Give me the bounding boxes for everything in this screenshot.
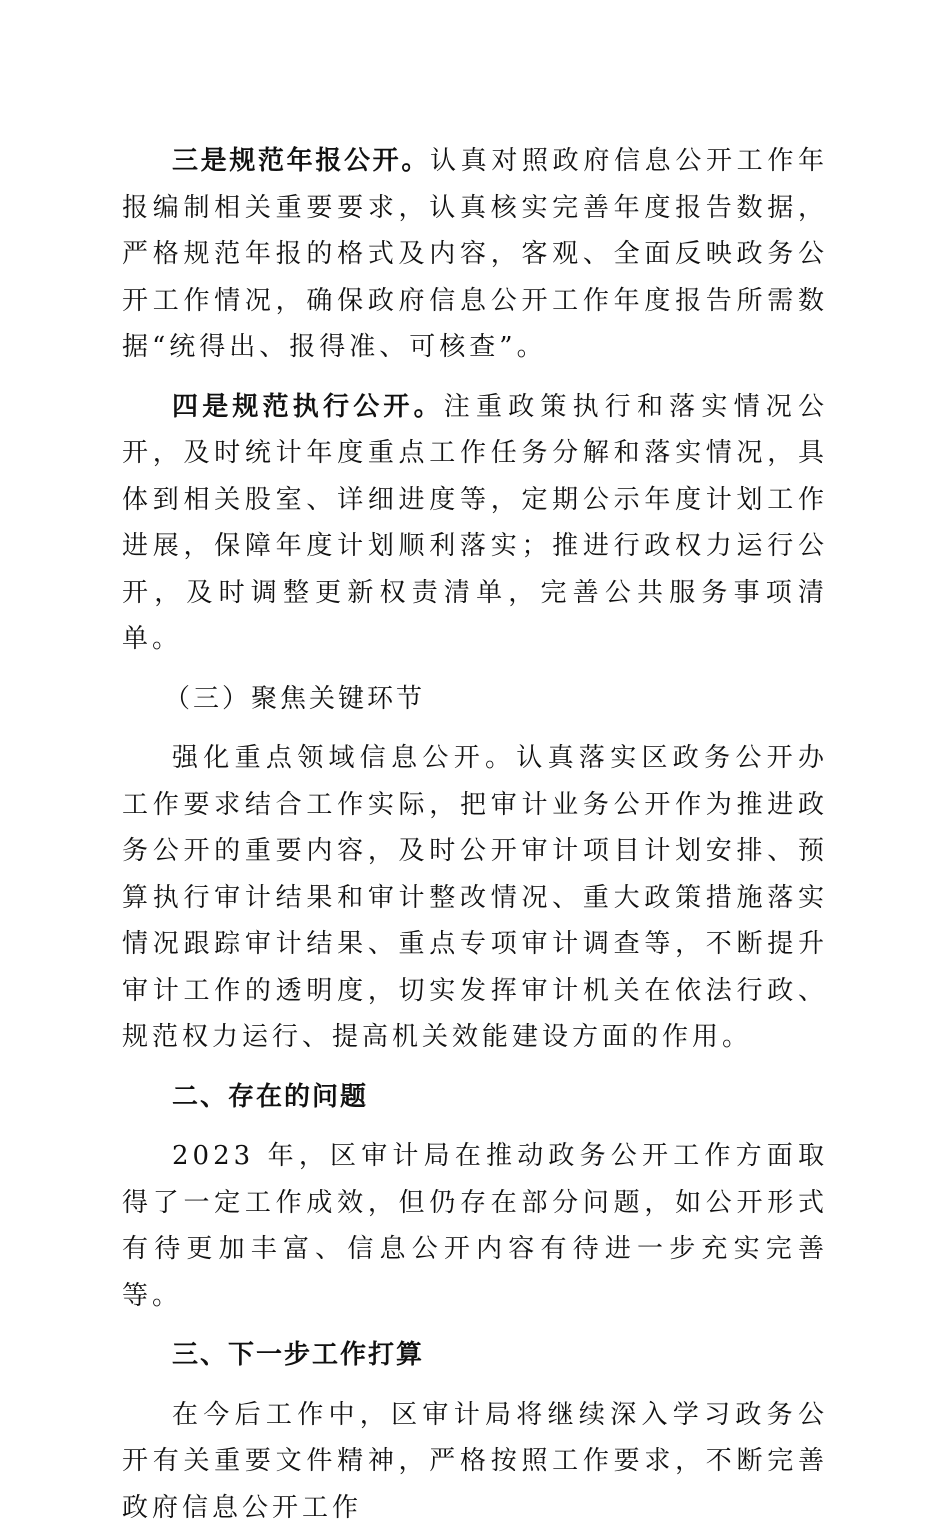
paragraph-body: 注重政策执行和落实情况公开，及时统计年度重点工作任务分解和落实情况，具体到相关股室、详细进度等，定期公示年度计划工作进展，保障年度计划顺利落实；推进行政权力运行公开，及时调整更新权责清单，完善公共服务事项清单。: [122, 392, 828, 655]
paragraph-next-steps: 在今后工作中，区审计局将继续深入学习政务公开有关重要文件精神，严格按照工作要求，不断完善政府信息公开工作: [122, 1392, 828, 1531]
paragraph-lead: 三是规范年报公开。: [172, 146, 430, 176]
paragraph-lead: 四是规范执行公开。: [172, 392, 444, 422]
heading-next-steps: 三、下一步工作打算: [122, 1332, 828, 1379]
paragraph-body: 认真对照政府信息公开工作年报编制相关重要要求，认真核实完善年度报告数据，严格规范年报的格式及内容，客观、全面反映政务公开工作情况，确保政府信息公开工作年度报告所需数据“统得出、报得准、可核查”。: [122, 146, 828, 362]
paragraph-problems: 2023 年，区审计局在推动政务公开工作方面取得了一定工作成效，但仍存在部分问题，如公开形式有待更加丰富、信息公开内容有待进一步充实完善等。: [122, 1133, 828, 1319]
document-page: [122, 138, 828, 1531]
subheading-key-links: （三）聚焦关键环节: [122, 676, 828, 723]
paragraph-execution: [122, 384, 828, 663]
paragraph-annual-report: [122, 138, 828, 371]
heading-problems: 二、存在的问题: [122, 1074, 828, 1121]
paragraph-key-areas: 强化重点领域信息公开。认真落实区政务公开办工作要求结合工作实际，把审计业务公开作为推进政务公开的重要内容，及时公开审计项目计划安排、预算执行审计结果和审计整改情况、重大政策措施落实情况跟踪审计结果、重点专项审计调查等，不断提升审计工作的透明度，切实发挥审计机关在依法行政、规范权力运行、提高机关效能建设方面的作用。: [122, 735, 828, 1061]
